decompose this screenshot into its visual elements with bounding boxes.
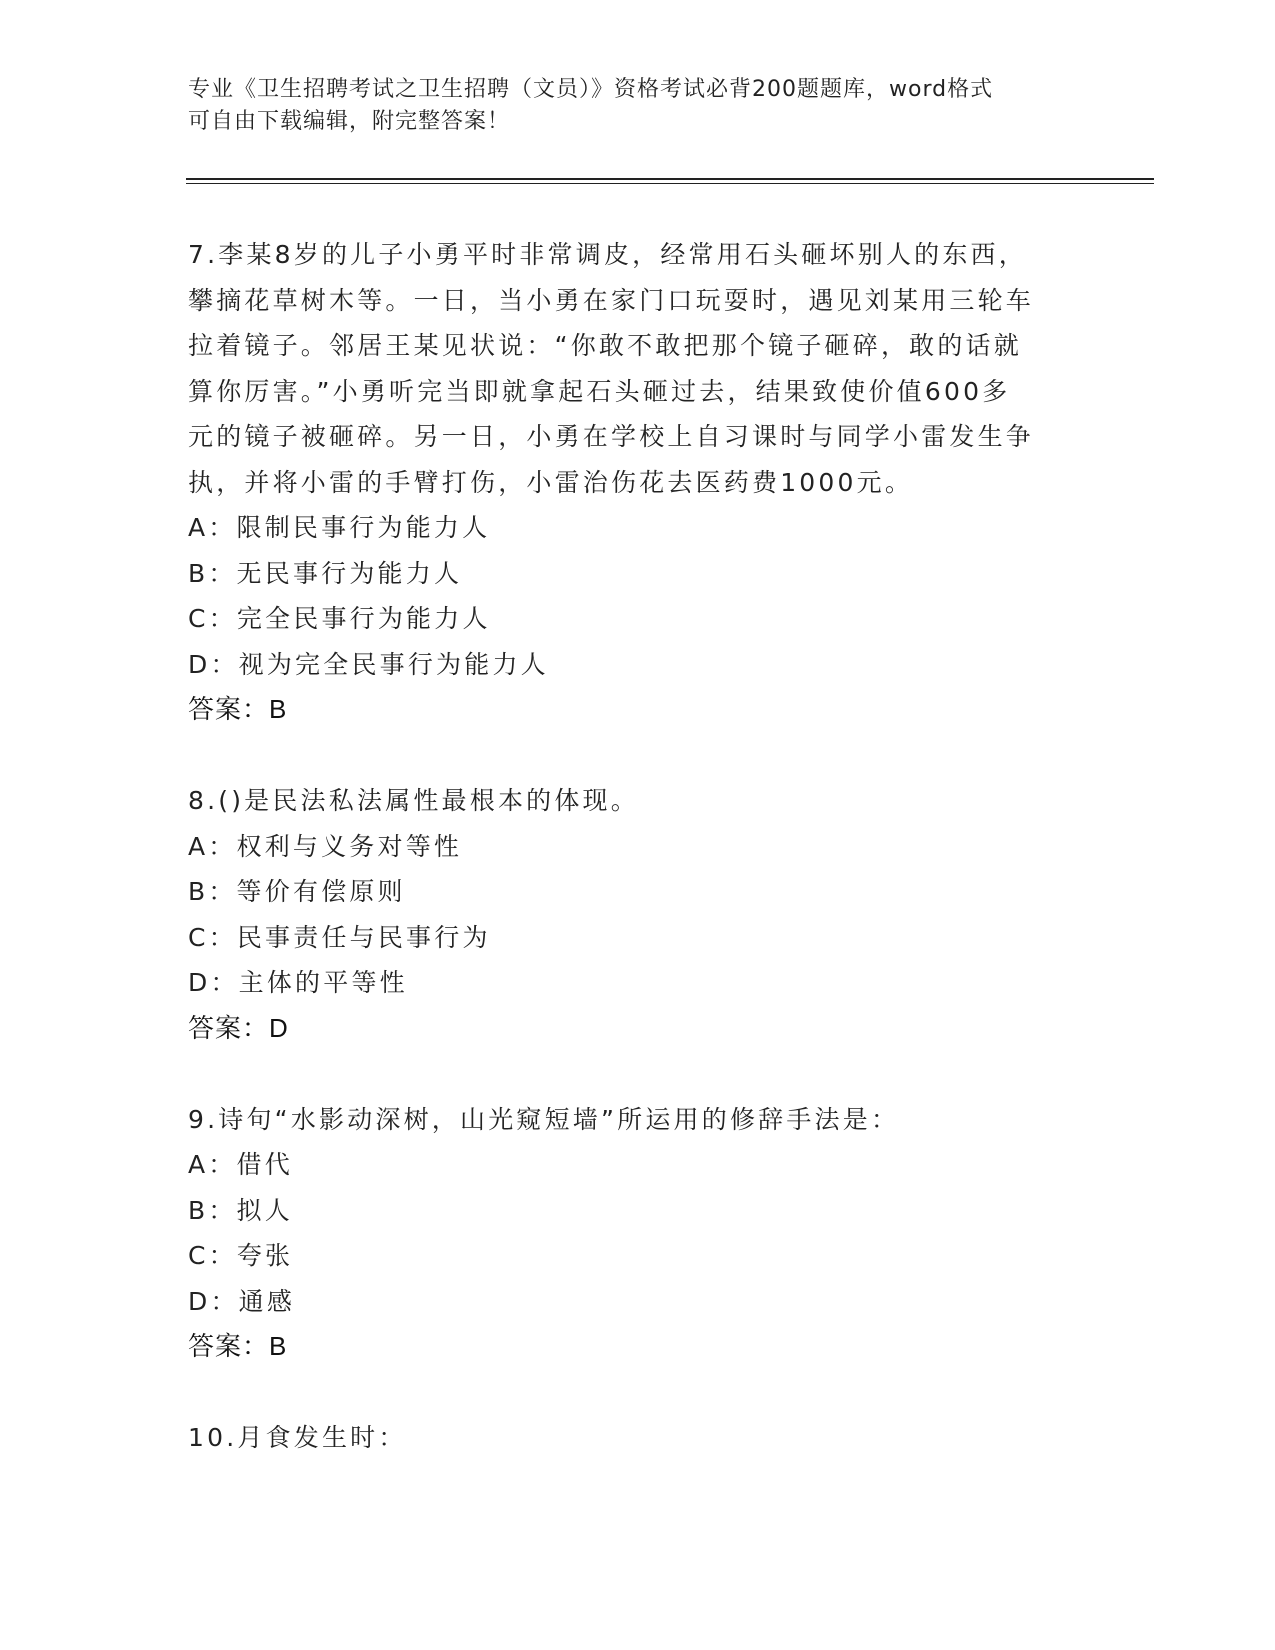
question-stem [188,778,1068,824]
question-9 [188,1097,1068,1370]
header-rule-thin [186,183,1154,184]
question-stem [188,232,1068,505]
stem-line: 7.李某8岁的儿子小勇平时非常调皮，经常用石头砸坏别人的东西， [188,240,1027,269]
header-line-1: 专业《卫生招聘考试之卫生招聘（文员）》资格考试必背200题题库，word格式 [188,77,994,102]
option-a: A：权利与义务对等性 [188,831,463,861]
question-7 [188,232,1068,733]
option-c: C：完全民事行为能力人 [188,604,491,633]
question-10 [188,1415,1068,1461]
option-b: B：无民事行为能力人 [188,558,463,588]
answer: 答案：B [188,694,288,724]
stem-line: 算你厉害。”小勇听完当即就拿起石头砸过去，结果致使价值600多 [188,376,1011,406]
stem-line: 9.诗句“水影动深树，山光窥短墙”所运用的修辞手法是： [188,1104,900,1134]
option-d: D：主体的平等性 [188,968,408,997]
question-stem [188,1097,1068,1143]
answer: 答案：D [188,1012,289,1043]
option-c: C：夸张 [188,1241,294,1270]
header-rule-thick [186,178,1154,180]
stem-line: 执，并将小雷的手臂打伤，小雷治伤花去医药费1000元。 [188,467,914,497]
option-a: A：借代 [188,1150,293,1179]
stem-line: 拉着镜子。邻居王某见状说：“你敢不敢把那个镜子砸碎，敢的话就 [188,331,1022,360]
stem-line: 8.()是民法私法属性最根本的体现。 [188,786,639,815]
option-b: B：等价有偿原则 [188,877,406,906]
option-a: A：限制民事行为能力人 [188,513,491,542]
option-b: B：拟人 [188,1195,293,1225]
document-header [188,74,1068,138]
stem-line: 10.月食发生时： [188,1423,407,1452]
stem-line: 元的镜子被砸碎。另一日，小勇在学校上自习课时与同学小雷发生争 [188,422,1035,451]
answer: 答案：B [188,1331,288,1361]
question-8 [188,778,1068,1051]
question-stem [188,1415,1068,1461]
header-line-2: 可自由下载编辑，附完整答案！ [188,109,511,134]
spacer [188,733,1068,779]
option-d: D：视为完全民事行为能力人 [188,649,549,679]
question-list [188,232,1068,1461]
stem-line: 攀摘花草树木等。一日，当小勇在家门口玩耍时，遇见刘某用三轮车 [188,285,1035,315]
option-c: C：民事责任与民事行为 [188,922,491,952]
spacer [188,1051,1068,1097]
option-d: D：通感 [188,1286,296,1316]
spacer [188,1370,1068,1416]
